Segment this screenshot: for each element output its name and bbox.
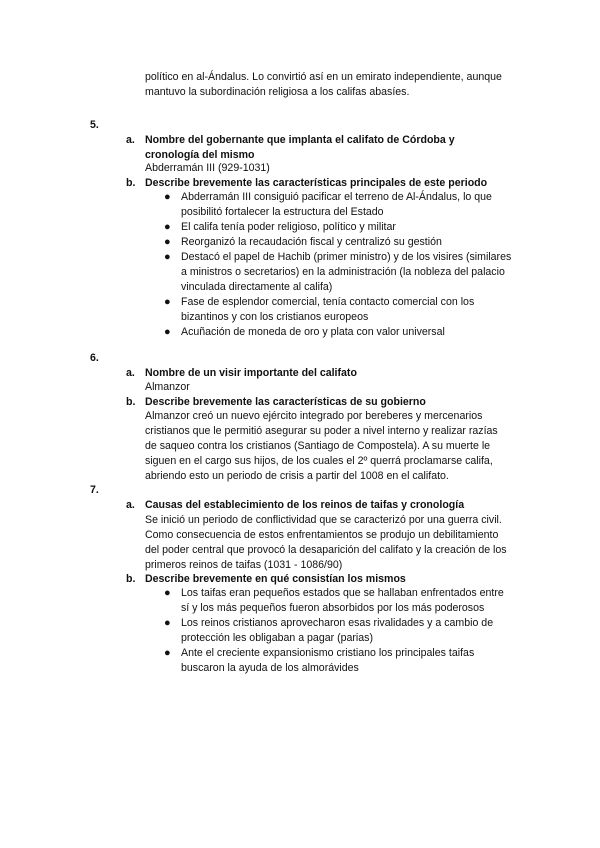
bullet-dot-icon: ●: [164, 191, 171, 203]
section-6-number: 6.: [90, 352, 99, 364]
bullet-item: [162, 325, 542, 340]
bullet-line: Fase de esplendor comercial, tenía contacto comercial con los: [181, 296, 475, 308]
section-7a-letter: a.: [126, 499, 135, 511]
bullet-line: Acuñación de moneda de oro y plata con valor universal: [181, 326, 445, 338]
bullet-item: [162, 250, 542, 295]
section-7a-question: Causas del establecimiento de los reinos de taifas y cronología: [145, 499, 465, 511]
section-5b-question: Describe brevemente las características principales de este periodo: [145, 177, 488, 189]
bullet-item: [162, 295, 542, 325]
section-5a-letter: a.: [126, 134, 135, 146]
section-6a-question: Nombre de un visir importante del califato: [145, 367, 357, 379]
intro-paragraph: [145, 70, 545, 100]
answer-line: abriendo esto un periodo de crisis a partir del 1008 en el califato.: [145, 470, 449, 482]
question-line: Nombre del gobernante que implanta el califato de Córdoba y: [145, 134, 455, 146]
section-7-number: 7.: [90, 484, 99, 496]
bullet-line: Reorganizó la recaudación fiscal y centralizó su gestión: [181, 236, 442, 248]
bullet-item: [162, 646, 542, 676]
bullet-dot-icon: ●: [164, 617, 171, 629]
bullet-dot-icon: ●: [164, 587, 171, 599]
bullet-item: [162, 616, 542, 646]
section-5b-bullet-list: [162, 190, 542, 340]
answer-line: Almanzor creó un nuevo ejército integrado por bereberes y mercenarios: [145, 410, 483, 422]
bullet-item: [162, 235, 542, 250]
section-6a-answer: Almanzor: [145, 381, 190, 393]
bullet-line: bizantinos y con los cristianos europeos: [181, 311, 369, 323]
section-7b-question: Describe brevemente en qué consistían los mismos: [145, 573, 406, 585]
bullet-line: Abderramán III consiguió pacificar el terreno de Al-Ándalus, lo que: [181, 191, 492, 203]
section-7a-answer: [145, 513, 545, 573]
bullet-line: Los taifas eran pequeños estados que se hallaban enfrentados entre: [181, 587, 504, 599]
answer-line: siguen en el cargo sus hijos, de los cuales el 2º querrá proclamarse califa,: [145, 455, 493, 467]
section-5a-question: [145, 133, 545, 163]
section-7b-letter: b.: [126, 573, 136, 585]
bullet-line: buscaron la ayuda de los almorávides: [181, 662, 359, 674]
bullet-item: [162, 220, 542, 235]
bullet-dot-icon: ●: [164, 326, 171, 338]
bullet-line: Ante el creciente expansionismo cristiano los principales taifas: [181, 647, 475, 659]
answer-line: primeros reinos de taifas (1031 - 1086/90): [145, 559, 343, 571]
bullet-line: Los reinos cristianos aprovecharon esas rivalidades y a cambio de: [181, 617, 494, 629]
bullet-line: posibilitó fortalecer la estructura del Estado: [181, 206, 384, 218]
section-6a-letter: a.: [126, 367, 135, 379]
section-6b-question: Describe brevemente las características de su gobierno: [145, 396, 426, 408]
bullet-line: a ministros o secretarios) en la administración (la nobleza del palacio: [181, 266, 505, 278]
section-5a-answer: Abderramán III (929-1031): [145, 162, 270, 174]
section-7b-bullet-list: [162, 586, 542, 676]
bullet-dot-icon: ●: [164, 647, 171, 659]
section-6b-answer: [145, 409, 545, 484]
bullet-line: sí y los más pequeños fueron absorbidos por los más poderosos: [181, 602, 485, 614]
question-line: cronología del mismo: [145, 149, 255, 161]
answer-line: de saqueo contra los cristianos (Santiago de Compostela). A su muerte le: [145, 440, 491, 452]
bullet-dot-icon: ●: [164, 251, 171, 263]
answer-line: del poder central que provocó la desaparición del califato y la creación de los: [145, 544, 507, 556]
intro-line: mantuvo la subordinación religiosa a los califas abasíes.: [145, 86, 410, 98]
answer-line: cristianos que le permitió asegurar su poder a nivel interno y realizar razías: [145, 425, 498, 437]
section-5b-letter: b.: [126, 177, 136, 189]
intro-line: político en al-Ándalus. Lo convirtió así en un emirato independiente, aunque: [145, 71, 502, 83]
bullet-dot-icon: ●: [164, 221, 171, 233]
bullet-dot-icon: ●: [164, 296, 171, 308]
bullet-dot-icon: ●: [164, 236, 171, 248]
bullet-item: [162, 586, 542, 616]
bullet-line: protección les obligaban a pagar (parias): [181, 632, 373, 644]
section-6b-letter: b.: [126, 396, 136, 408]
bullet-line: Destacó el papel de Hachib (primer ministro) y de los visires (similares: [181, 251, 512, 263]
answer-line: Como consecuencia de estos enfrentamientos se produjo un debilitamiento: [145, 529, 499, 541]
bullet-item: [162, 190, 542, 220]
bullet-line: vinculada directamente al califa): [181, 281, 333, 293]
section-5-number: 5.: [90, 119, 99, 131]
bullet-line: El califa tenía poder religioso, político y militar: [181, 221, 396, 233]
answer-line: Se inició un periodo de conflictividad que se caracterizó por una guerra civil.: [145, 514, 502, 526]
